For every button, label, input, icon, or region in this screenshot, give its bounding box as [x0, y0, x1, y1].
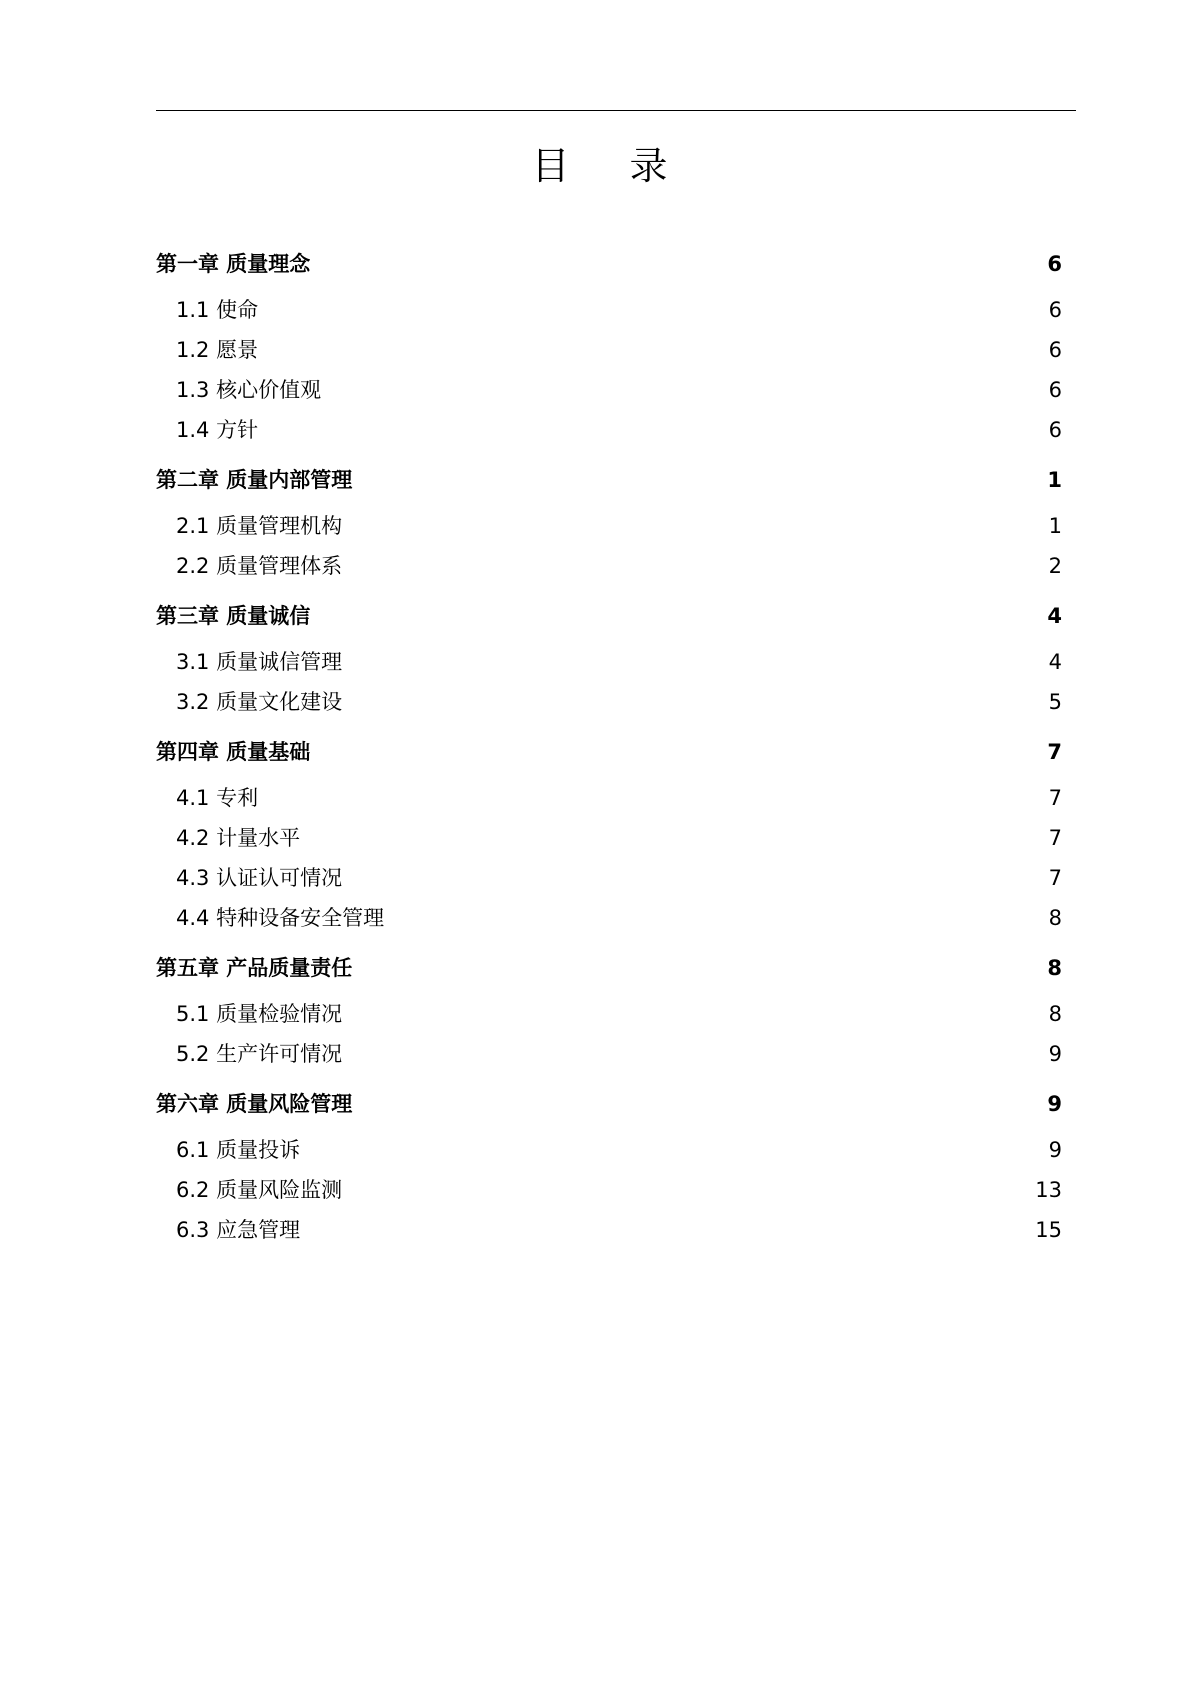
- dot-leader: [355, 1094, 1044, 1115]
- toc-section-label: 6.2 质量风险监测: [176, 1178, 343, 1202]
- toc-section-4-2[interactable]: [156, 818, 1062, 858]
- toc-chapter-label: 第五章 产品质量责任: [156, 956, 353, 980]
- toc-section-label: 3.1 质量诚信管理: [176, 650, 343, 674]
- toc-page-number: 13: [1035, 1178, 1062, 1202]
- toc-page-number: 7: [1048, 866, 1062, 890]
- dot-leader: [355, 470, 1044, 491]
- toc-page-number: 1: [1048, 514, 1062, 538]
- toc-page-number: 4: [1047, 604, 1062, 628]
- toc-page-number: 7: [1047, 740, 1062, 764]
- toc-page-number: 6: [1048, 338, 1062, 362]
- toc-section-label: 4.1 专利: [176, 786, 259, 810]
- header-rule: [156, 110, 1076, 111]
- dot-leader: [345, 1044, 1046, 1065]
- toc-section-label: 5.2 生产许可情况: [176, 1042, 343, 1066]
- toc-page-number: 7: [1048, 786, 1062, 810]
- toc-section-label: 4.3 认证认可情况: [176, 866, 343, 890]
- toc-section-6-3[interactable]: [156, 1210, 1062, 1250]
- toc-page-number: 6: [1048, 298, 1062, 322]
- toc-chapter-3[interactable]: [156, 590, 1062, 642]
- toc-section-1-2[interactable]: [156, 330, 1062, 370]
- toc-section-label: 1.1 使命: [176, 298, 259, 322]
- dot-leader: [261, 340, 1046, 361]
- toc-chapter-6[interactable]: [156, 1078, 1062, 1130]
- dot-leader: [345, 868, 1046, 889]
- toc-section-label: 4.2 计量水平: [176, 826, 301, 850]
- toc-page-number: 6: [1048, 418, 1062, 442]
- dot-leader: [345, 516, 1046, 537]
- toc-chapter-label: 第四章 质量基础: [156, 740, 311, 764]
- toc-page-number: 4: [1048, 650, 1062, 674]
- dot-leader: [355, 958, 1044, 979]
- dot-leader: [387, 908, 1046, 929]
- toc-title: 目 录: [531, 144, 692, 188]
- toc-section-2-2[interactable]: [156, 546, 1062, 586]
- toc-section-label: 3.2 质量文化建设: [176, 690, 343, 714]
- toc-page-number: 9: [1047, 1092, 1062, 1116]
- toc-section-1-1[interactable]: [156, 290, 1062, 330]
- toc-section-label: 2.1 质量管理机构: [176, 514, 343, 538]
- toc-chapter-5[interactable]: [156, 942, 1062, 994]
- toc-page-number: 15: [1035, 1218, 1062, 1242]
- toc-section-label: 5.1 质量检验情况: [176, 1002, 343, 1026]
- toc-section-label: 4.4 特种设备安全管理: [176, 906, 385, 930]
- dot-leader: [261, 788, 1046, 809]
- toc-section-6-2[interactable]: [156, 1170, 1062, 1210]
- toc-page-number: 6: [1047, 252, 1062, 276]
- toc-section-label: 2.2 质量管理体系: [176, 554, 343, 578]
- dot-leader: [261, 300, 1046, 321]
- toc-page-number: 7: [1048, 826, 1062, 850]
- dot-leader: [345, 1180, 1032, 1201]
- dot-leader: [345, 556, 1046, 577]
- toc-page-number: 2: [1048, 554, 1062, 578]
- toc-section-4-4[interactable]: [156, 898, 1062, 938]
- toc-page-number: 9: [1048, 1138, 1062, 1162]
- dot-leader: [324, 380, 1046, 401]
- dot-leader: [261, 420, 1046, 441]
- dot-leader: [313, 742, 1044, 763]
- toc-section-1-4[interactable]: [156, 410, 1062, 450]
- toc-page-number: 8: [1048, 1002, 1062, 1026]
- toc-section-4-3[interactable]: [156, 858, 1062, 898]
- toc-page-number: 6: [1048, 378, 1062, 402]
- toc-section-6-1[interactable]: [156, 1130, 1062, 1170]
- dot-leader: [345, 652, 1046, 673]
- toc-section-5-2[interactable]: [156, 1034, 1062, 1074]
- toc-chapter-label: 第三章 质量诚信: [156, 604, 311, 628]
- toc-chapter-label: 第二章 质量内部管理: [156, 468, 353, 492]
- dot-leader: [313, 254, 1044, 275]
- toc-section-label: 1.4 方针: [176, 418, 259, 442]
- dot-leader: [345, 1004, 1046, 1025]
- toc-page-number: 8: [1048, 906, 1062, 930]
- toc-page-number: 8: [1047, 956, 1062, 980]
- table-of-contents: [156, 238, 1062, 1250]
- toc-page-number: 9: [1048, 1042, 1062, 1066]
- toc-chapter-1[interactable]: [156, 238, 1062, 290]
- toc-section-label: 6.3 应急管理: [176, 1218, 301, 1242]
- dot-leader: [303, 1140, 1046, 1161]
- toc-page-number: 5: [1048, 690, 1062, 714]
- dot-leader: [345, 692, 1046, 713]
- toc-section-3-2[interactable]: [156, 682, 1062, 722]
- toc-chapter-label: 第六章 质量风险管理: [156, 1092, 353, 1116]
- toc-section-label: 1.3 核心价值观: [176, 378, 322, 402]
- toc-section-5-1[interactable]: [156, 994, 1062, 1034]
- toc-page-number: 1: [1047, 468, 1062, 492]
- toc-section-2-1[interactable]: [156, 506, 1062, 546]
- toc-section-label: 6.1 质量投诉: [176, 1138, 301, 1162]
- toc-section-4-1[interactable]: [156, 778, 1062, 818]
- toc-chapter-2[interactable]: [156, 454, 1062, 506]
- toc-section-label: 1.2 愿景: [176, 338, 259, 362]
- toc-chapter-label: 第一章 质量理念: [156, 252, 311, 276]
- toc-chapter-4[interactable]: [156, 726, 1062, 778]
- dot-leader: [303, 828, 1046, 849]
- dot-leader: [313, 606, 1044, 627]
- toc-section-3-1[interactable]: [156, 642, 1062, 682]
- toc-section-1-3[interactable]: [156, 370, 1062, 410]
- dot-leader: [303, 1220, 1032, 1241]
